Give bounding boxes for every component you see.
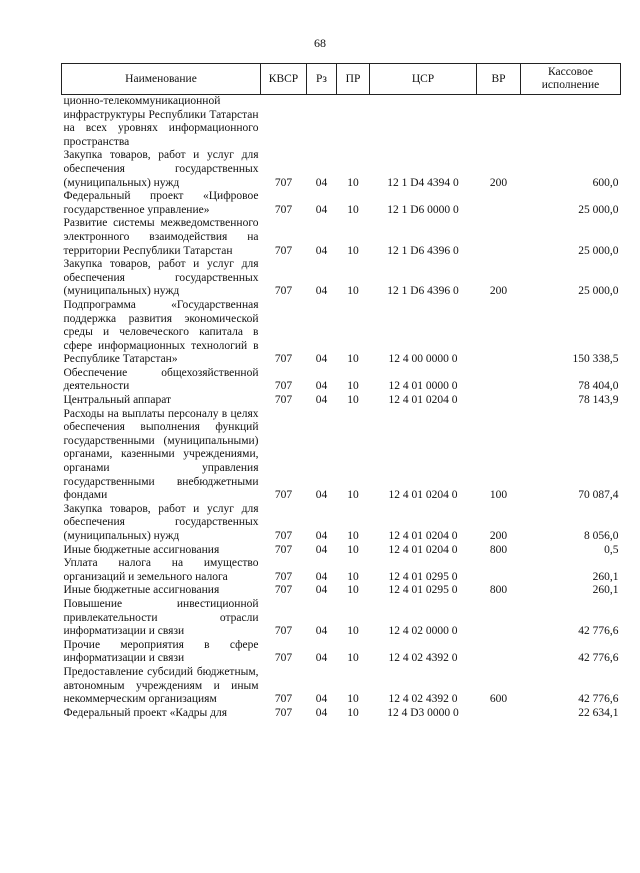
cell-kvsr: 707 (274, 543, 293, 556)
cell-pr: 10 (347, 570, 359, 583)
cell-ki: 0,5 (604, 543, 619, 556)
table-row (62, 557, 621, 584)
table-row (62, 666, 621, 707)
cell-vr (477, 707, 521, 721)
budget-table (61, 63, 621, 720)
cell-csr: 12 4 D3 0000 0 (387, 706, 459, 719)
cell-rz: 04 (315, 394, 328, 407)
cell-csr: 12 1 D6 0000 0 (387, 203, 459, 216)
cell-kvsr: 707 (274, 380, 293, 393)
cell-csr: 12 4 02 4392 0 (388, 652, 458, 665)
cell-vr (477, 299, 521, 367)
cell-rz: 04 (315, 584, 328, 597)
cell-rz: 04 (315, 380, 328, 393)
cell-name: Расходы на выплаты персоналу в целях обеспечения выполнения функций государственными (муниципальными) органами, казенными учреждениями, органами управления государственными внебюджетными фондами (63, 407, 259, 502)
cell-csr: 12 1 D6 4396 0 (387, 244, 459, 257)
header-csr: ЦСР (370, 64, 477, 95)
cell-ki: 25 000,0 (578, 203, 619, 216)
cell-rz: 04 (315, 652, 328, 665)
cell-pr: 10 (347, 652, 359, 665)
cell-ki: 78 404,0 (578, 380, 619, 393)
cell-pr: 10 (347, 693, 359, 706)
cell-kvsr: 707 (274, 570, 293, 583)
cell-csr: 12 4 01 0204 0 (388, 543, 458, 556)
cell-kvsr: 707 (274, 652, 293, 665)
cell-name: Закупка товаров, работ и услуг для обеспечения государственных (муниципальных) нужд (63, 502, 259, 542)
cell-vr: 100 (489, 489, 508, 502)
cell-vr (477, 367, 521, 394)
cell-ki: 8 056,0 (584, 530, 619, 542)
cell-rz: 04 (315, 244, 328, 257)
cell-pr (337, 95, 370, 150)
header-rz: Рз (307, 64, 337, 95)
page-number: 68 (314, 36, 326, 50)
cell-vr (477, 190, 521, 217)
cell-vr (477, 598, 521, 639)
table-row (62, 544, 621, 558)
cell-ki: 42 776,6 (578, 652, 619, 665)
cell-ki (521, 95, 621, 150)
cell-ki: 260,1 (592, 584, 619, 597)
cell-pr: 10 (347, 394, 359, 407)
cell-vr: 800 (489, 584, 508, 597)
cell-vr: 200 (489, 530, 508, 542)
cell-rz: 04 (315, 203, 328, 216)
cell-csr: 12 4 02 0000 0 (388, 625, 458, 638)
cell-ki: 150 338,5 (572, 353, 619, 366)
cell-kvsr (261, 95, 307, 150)
cell-ki: 42 776,6 (578, 693, 619, 706)
table-row (62, 408, 621, 503)
cell-kvsr: 707 (274, 489, 293, 502)
cell-rz: 04 (315, 693, 328, 706)
cell-pr: 10 (347, 584, 359, 597)
cell-pr: 10 (347, 706, 359, 719)
cell-name: ционно-телекоммуникационной инфраструктуры Республики Татарстан на всех уровнях информационного пространства (63, 95, 259, 148)
cell-name: Обеспечение общехозяйственной деятельности (63, 366, 259, 393)
cell-name: Прочие мероприятия в сфере информатизации и связи (63, 638, 259, 665)
cell-pr: 10 (347, 203, 359, 216)
cell-name: Закупка товаров, работ и услуг для обеспечения государственных (муниципальных) нужд (63, 149, 259, 189)
cell-pr: 10 (347, 176, 359, 189)
cell-name: Развитие системы межведомственного электронного взаимодействия на территории Республики Татарстан (63, 217, 259, 257)
cell-name: Закупка товаров, работ и услуг для обеспечения государственных (муниципальных) нужд (63, 258, 259, 298)
cell-pr: 10 (347, 244, 359, 257)
cell-pr: 10 (347, 489, 359, 502)
header-pr: ПР (337, 64, 370, 95)
table-row (62, 394, 621, 408)
cell-csr: 12 4 01 0204 0 (388, 394, 458, 407)
cell-rz: 04 (315, 570, 328, 583)
cell-rz: 04 (315, 489, 328, 502)
cell-name: Повышение инвестиционной привлекательности отрасли информатизации и связи (63, 597, 259, 638)
cell-kvsr: 707 (274, 285, 293, 298)
cell-vr: 200 (489, 285, 508, 298)
cell-rz: 04 (315, 543, 328, 556)
table-row (62, 95, 621, 150)
cell-csr: 12 1 D6 4396 0 (387, 285, 459, 298)
cell-name: Иные бюджетные ассигнования (63, 543, 220, 556)
cell-ki: 78 143,9 (578, 394, 619, 407)
cell-rz: 04 (315, 625, 328, 638)
table-row (62, 367, 621, 394)
table-row (62, 217, 621, 258)
header-ki: Кассовое исполнение (521, 64, 621, 95)
table-row (62, 598, 621, 639)
header-name: Наименование (62, 64, 261, 95)
cell-kvsr: 707 (274, 244, 293, 257)
cell-kvsr: 707 (274, 394, 293, 407)
cell-ki: 70 087,4 (578, 489, 619, 502)
cell-name: Подпрограмма «Государственная поддержка развития экономической среды и человеческого капитала в сфере информационных технологий в Республике Татарстан» (63, 298, 259, 366)
cell-vr: 200 (489, 176, 508, 189)
cell-name: Иные бюджетные ассигнования (63, 584, 220, 597)
cell-ki: 260,1 (592, 570, 619, 583)
table-row (62, 149, 621, 190)
cell-vr (477, 394, 521, 408)
cell-kvsr: 707 (274, 625, 293, 638)
cell-rz: 04 (315, 353, 328, 366)
table-row (62, 584, 621, 598)
cell-rz (307, 95, 337, 150)
cell-pr: 10 (347, 625, 359, 638)
cell-rz: 04 (315, 176, 328, 189)
cell-ki: 600,0 (592, 176, 619, 189)
table-row (62, 503, 621, 544)
cell-kvsr: 707 (274, 203, 293, 216)
cell-name: Федеральный проект «Кадры для (63, 706, 228, 719)
cell-vr (477, 639, 521, 666)
cell-vr (477, 217, 521, 258)
header-vr: ВР (477, 64, 521, 95)
cell-vr (477, 557, 521, 584)
cell-name: Уплата налога на имущество организаций и земельного налога (63, 557, 259, 583)
cell-rz: 04 (315, 530, 328, 542)
cell-ki: 25 000,0 (578, 244, 619, 257)
table-header-row (62, 64, 621, 95)
table-row (62, 190, 621, 217)
table-row (62, 299, 621, 367)
cell-csr: 12 4 01 0204 0 (388, 530, 458, 542)
cell-vr: 600 (489, 693, 508, 706)
cell-ki: 42 776,6 (578, 625, 619, 638)
table-row (62, 707, 621, 721)
cell-pr: 10 (347, 530, 359, 542)
cell-kvsr: 707 (274, 693, 293, 706)
cell-kvsr: 707 (274, 353, 293, 366)
cell-kvsr: 707 (274, 584, 293, 597)
cell-kvsr: 707 (274, 706, 293, 719)
cell-ki: 25 000,0 (578, 285, 619, 298)
cell-name: Предоставление субсидий бюджетным, автономным учреждениям и иным некоммерческим организациям (63, 665, 259, 706)
cell-name: Центральный аппарат (63, 394, 172, 407)
cell-kvsr: 707 (274, 176, 293, 189)
cell-name: Федеральный проект «Цифровое государственное управление» (63, 190, 259, 216)
cell-pr: 10 (347, 543, 359, 556)
cell-csr: 12 4 01 0204 0 (388, 489, 458, 502)
cell-vr: 800 (489, 543, 508, 556)
cell-csr: 12 1 D4 4394 0 (387, 176, 459, 189)
table-row (62, 639, 621, 666)
table-row (62, 258, 621, 299)
cell-pr: 10 (347, 353, 359, 366)
cell-pr: 10 (347, 285, 359, 298)
cell-csr (370, 95, 477, 150)
cell-csr: 12 4 00 0000 0 (388, 353, 458, 366)
cell-csr: 12 4 01 0000 0 (388, 380, 458, 393)
cell-csr: 12 4 02 4392 0 (388, 693, 458, 706)
cell-rz: 04 (315, 706, 328, 719)
cell-pr: 10 (347, 380, 359, 393)
cell-vr (477, 95, 521, 150)
cell-kvsr: 707 (274, 530, 293, 542)
header-kvsr: КВСР (261, 64, 307, 95)
cell-rz: 04 (315, 285, 328, 298)
cell-ki: 22 634,1 (578, 706, 619, 719)
cell-csr: 12 4 01 0295 0 (388, 584, 458, 597)
cell-csr: 12 4 01 0295 0 (388, 570, 458, 583)
